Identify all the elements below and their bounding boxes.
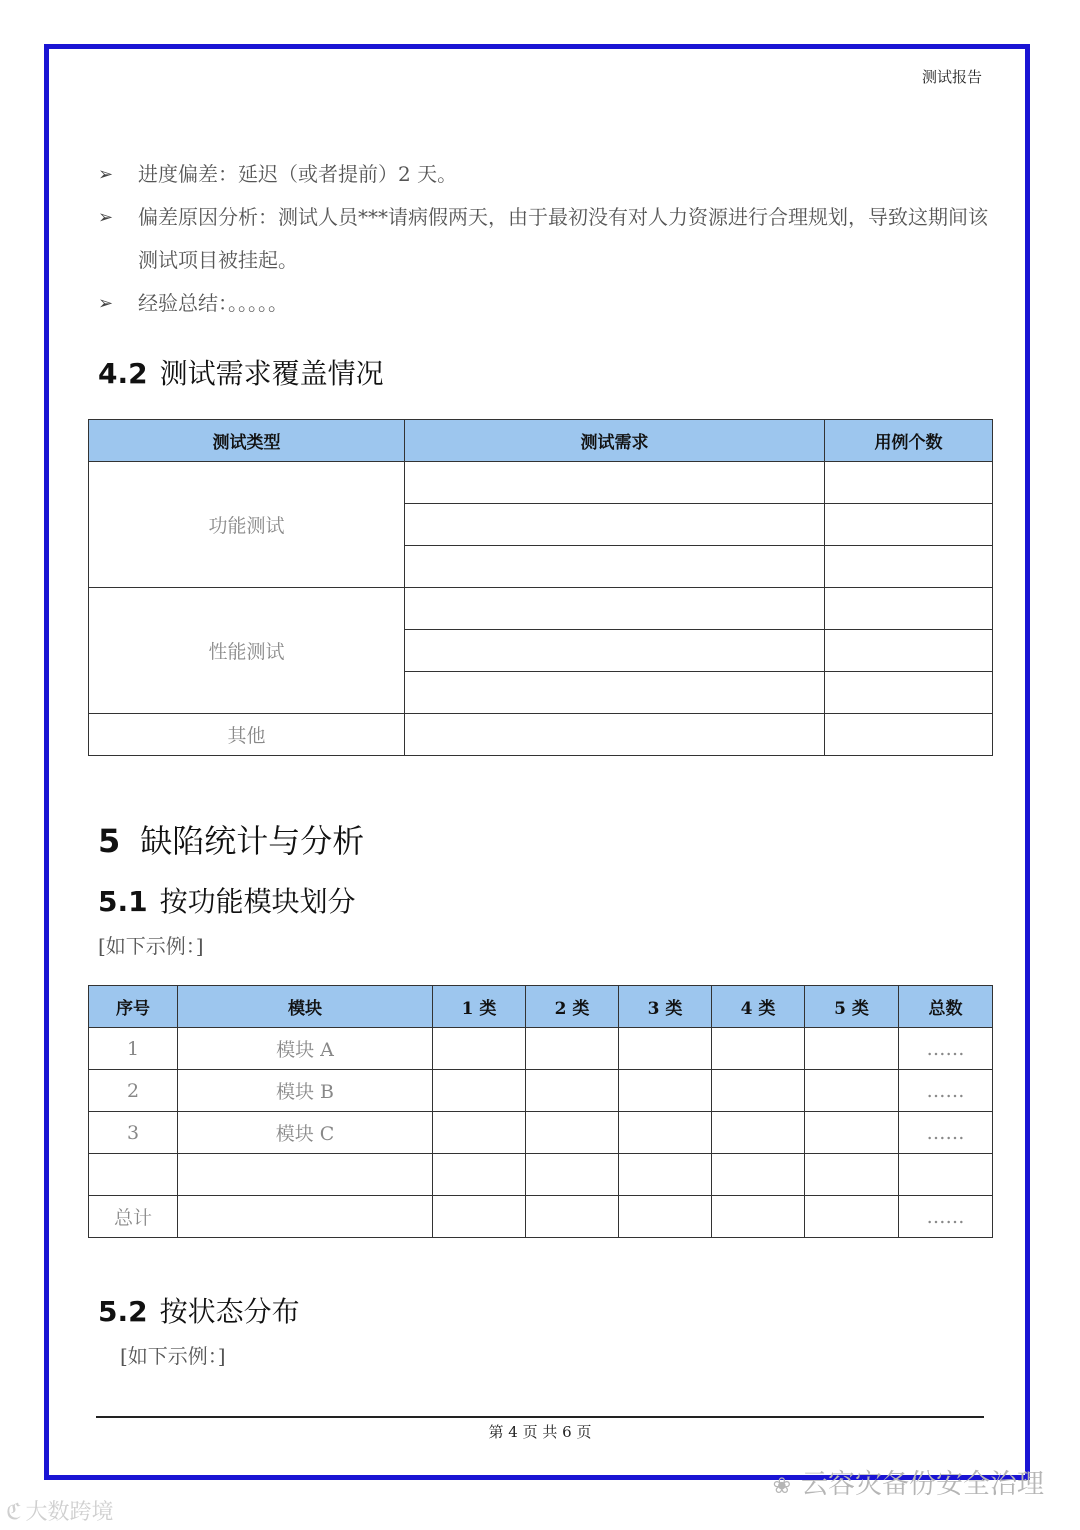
table-row-summary — [89, 1196, 993, 1238]
row-total: …… — [899, 1112, 993, 1154]
row-total: …… — [899, 1070, 993, 1112]
table-row — [89, 1028, 993, 1070]
section-heading-5-2 — [98, 1290, 300, 1330]
arrow-right-icon: ➢ — [98, 164, 114, 185]
arrow-right-icon: ➢ — [98, 293, 114, 314]
table-cell — [825, 588, 993, 630]
row-module — [178, 1196, 433, 1238]
table-cell — [805, 1196, 899, 1238]
bullet-item — [98, 153, 988, 196]
row-module: 模块 C — [178, 1112, 433, 1154]
table-cell — [433, 1112, 526, 1154]
watermark — [773, 1462, 1044, 1501]
wechat-icon: ❀ — [772, 1474, 791, 1499]
table-cell — [433, 1028, 526, 1070]
table-cell — [825, 462, 993, 504]
footer-divider — [96, 1416, 984, 1418]
header-title: 测试报告 — [921, 68, 982, 86]
example-note: [如下示例：] — [98, 934, 204, 958]
row-no: 2 — [89, 1070, 178, 1112]
row-no — [89, 1154, 178, 1196]
defect-table — [88, 985, 993, 1238]
header-class-4: 4 类 — [712, 986, 805, 1028]
header-total: 总数 — [899, 986, 993, 1028]
section-title: 测试需求覆盖情况 — [159, 357, 384, 390]
table-cell — [405, 546, 825, 588]
section-title: 缺陷统计与分析 — [140, 822, 365, 860]
table-cell — [526, 1070, 619, 1112]
section-heading-4-2 — [98, 352, 384, 392]
table-cell — [805, 1028, 899, 1070]
group-other: 其他 — [89, 714, 405, 756]
table-cell — [619, 1070, 712, 1112]
watermark-secondary — [6, 1495, 113, 1526]
group-performance-test: 性能测试 — [89, 588, 405, 714]
row-module — [178, 1154, 433, 1196]
table-header-row — [89, 420, 993, 462]
table-cell — [405, 714, 825, 756]
row-no: 3 — [89, 1112, 178, 1154]
table-cell — [825, 546, 993, 588]
table-cell — [712, 1112, 805, 1154]
bullet-text: 经验总结：。。。。。 — [138, 291, 288, 315]
table-cell — [619, 1028, 712, 1070]
section-heading-5-1 — [98, 880, 356, 920]
table-header-row — [89, 986, 993, 1028]
table-row — [89, 714, 993, 756]
table-cell — [825, 714, 993, 756]
arrow-right-icon: ➢ — [98, 207, 114, 228]
table-cell — [405, 630, 825, 672]
row-module: 模块 B — [178, 1070, 433, 1112]
table-row — [89, 588, 993, 630]
table-cell — [825, 630, 993, 672]
table-cell — [712, 1070, 805, 1112]
table-cell — [405, 504, 825, 546]
row-no: 总计 — [89, 1196, 178, 1238]
header-class-1: 1 类 — [433, 986, 526, 1028]
section-title: 按状态分布 — [159, 1295, 300, 1328]
table-cell — [433, 1070, 526, 1112]
coverage-table — [88, 419, 993, 756]
header-class-3: 3 类 — [619, 986, 712, 1028]
table-cell — [526, 1112, 619, 1154]
section-number: 5 — [98, 822, 121, 860]
header-test-requirement: 测试需求 — [405, 420, 825, 462]
table-cell — [825, 672, 993, 714]
bullet-item — [98, 196, 988, 282]
header-class-5: 5 类 — [805, 986, 899, 1028]
table-cell — [619, 1112, 712, 1154]
bullet-item — [98, 282, 988, 325]
header-test-type: 测试类型 — [89, 420, 405, 462]
table-cell — [433, 1196, 526, 1238]
section-number: 5.2 — [98, 1295, 148, 1328]
table-cell — [405, 672, 825, 714]
example-note: [如下示例：] — [120, 1344, 226, 1368]
watermark-text: 云容灾备份安全治理 — [801, 1469, 1044, 1500]
table-row — [89, 1112, 993, 1154]
row-total: …… — [899, 1196, 993, 1238]
table-cell — [619, 1196, 712, 1238]
table-cell — [526, 1154, 619, 1196]
header-case-count: 用例个数 — [825, 420, 993, 462]
bullet-list — [98, 153, 988, 325]
table-cell — [712, 1154, 805, 1196]
section-heading-5 — [98, 816, 364, 862]
table-cell — [712, 1196, 805, 1238]
bullet-text: 进度偏差：延迟（或者提前）2 天。 — [138, 162, 458, 186]
table-row — [89, 1070, 993, 1112]
row-no: 1 — [89, 1028, 178, 1070]
footer-page-number: 第 4 页 共 6 页 — [488, 1423, 592, 1441]
table-cell — [805, 1154, 899, 1196]
logo-icon: ℭ — [6, 1500, 22, 1525]
header-no: 序号 — [89, 986, 178, 1028]
table-cell — [433, 1154, 526, 1196]
section-number: 4.2 — [98, 357, 148, 390]
row-total: …… — [899, 1028, 993, 1070]
table-cell — [405, 462, 825, 504]
table-row — [89, 462, 993, 504]
group-functional-test: 功能测试 — [89, 462, 405, 588]
row-total — [899, 1154, 993, 1196]
section-title: 按功能模块划分 — [159, 885, 356, 918]
bullet-text: 偏差原因分析：测试人员***请病假两天，由于最初没有对人力资源进行合理规划，导致这期间该测试项目被挂起。 — [138, 205, 988, 272]
row-module: 模块 A — [178, 1028, 433, 1070]
table-cell — [405, 588, 825, 630]
table-cell — [825, 504, 993, 546]
table-cell — [805, 1070, 899, 1112]
table-cell — [526, 1028, 619, 1070]
section-number: 5.1 — [98, 885, 148, 918]
table-cell — [805, 1112, 899, 1154]
watermark-text: 大数跨境 — [25, 1500, 114, 1525]
table-cell — [619, 1154, 712, 1196]
table-cell — [526, 1196, 619, 1238]
table-row — [89, 1154, 993, 1196]
table-cell — [712, 1028, 805, 1070]
header-class-2: 2 类 — [526, 986, 619, 1028]
header-module: 模块 — [178, 986, 433, 1028]
